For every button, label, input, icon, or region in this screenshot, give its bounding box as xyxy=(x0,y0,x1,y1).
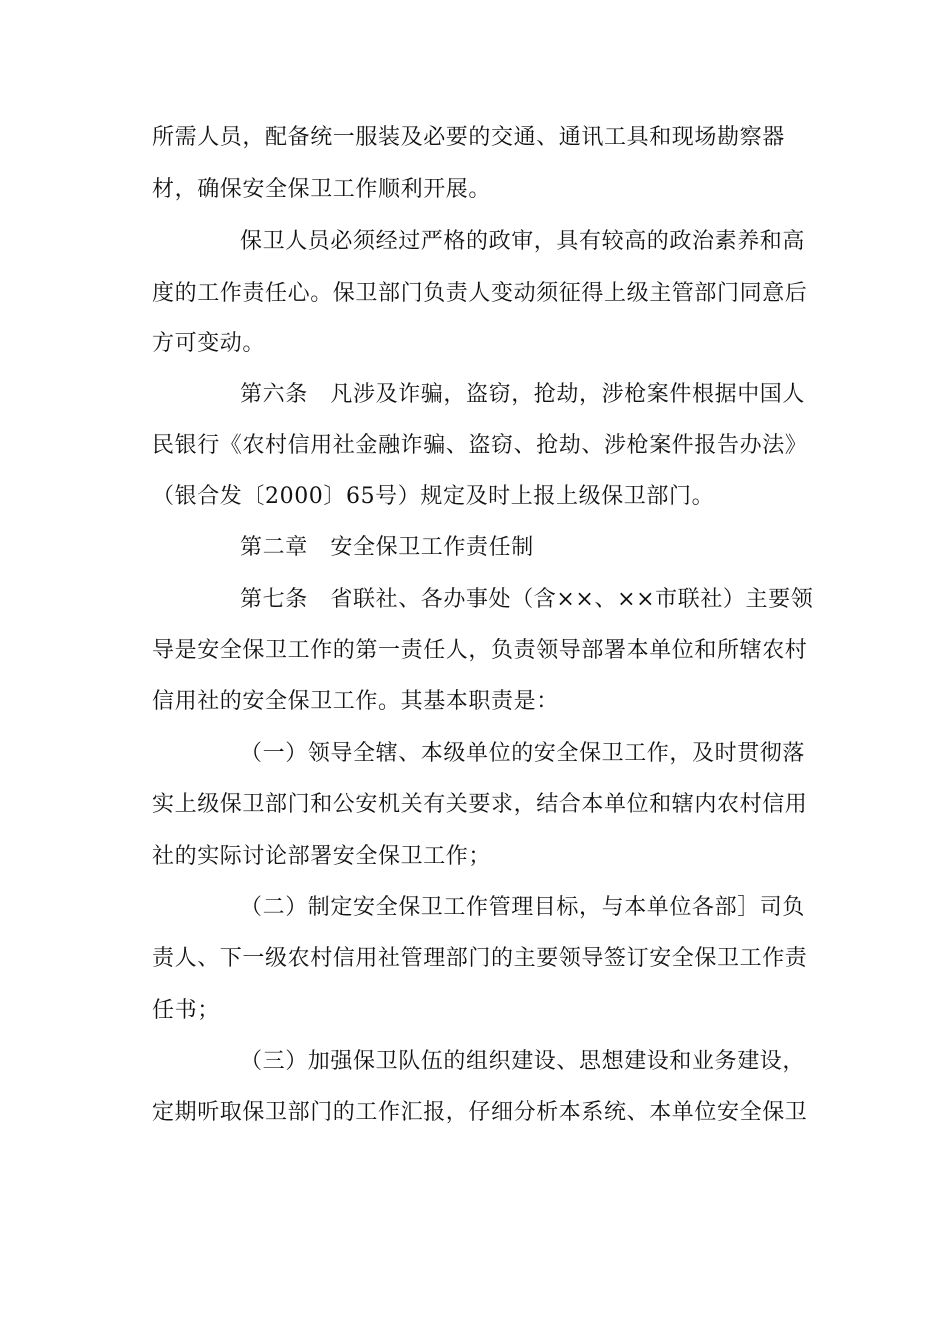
paragraph-line: 信用社的安全保卫工作。其基本职责是： xyxy=(152,689,559,714)
paragraph-line: 保卫人员必须经过严格的政审，具有较高的政治素养和高 xyxy=(240,229,806,254)
paragraph-line: 所需人员，配备统一服装及必要的交通、通讯工具和现场勘察器 xyxy=(152,125,785,150)
paragraph-line: 导是安全保卫工作的第一责任人，负责领导部署本单位和所辖农村 xyxy=(152,638,808,663)
paragraph-line: 民银行《农村信用社金融诈骗、盗窃、抢劫、涉枪案件报告办法》 xyxy=(152,433,808,458)
paragraph-line: 责人、下一级农村信用社管理部门的主要领导签订安全保卫工作责 xyxy=(152,946,808,971)
paragraph-line: 社的实际讨论部署安全保卫工作； xyxy=(152,844,492,869)
article-seven-heading: 第七条 省联社、各办事处（含××、××市联社）主要领 xyxy=(240,587,814,612)
list-item-one: （一）领导全辖、本级单位的安全保卫工作，及时贯彻落 xyxy=(240,741,806,766)
paragraph-line: 方可变动。 xyxy=(152,331,266,356)
paragraph-line: 度的工作责任心。保卫部门负责人变动须征得上级主管部门同意后 xyxy=(152,281,808,306)
paragraph-line: 定期听取保卫部门的工作汇报，仔细分析本系统、本单位安全保卫 xyxy=(152,1100,808,1125)
chapter-two-heading: 第二章 安全保卫工作责任制 xyxy=(240,535,534,560)
paragraph-line: （银合发〔2000〕65号）规定及时上报上级保卫部门。 xyxy=(152,484,715,509)
article-six-heading: 第六条 凡涉及诈骗，盗窃，抢劫，涉枪案件根据中国人 xyxy=(240,382,806,407)
paragraph-line: 任书； xyxy=(152,998,220,1023)
list-item-two: （二）制定安全保卫工作管理目标，与本单位各部］司负 xyxy=(240,895,806,920)
paragraph-line: 材，确保安全保卫工作顺利开展。 xyxy=(152,177,492,202)
paragraph-line: 实上级保卫部门和公安机关有关要求，结合本单位和辖内农村信用 xyxy=(152,792,808,817)
list-item-three: （三）加强保卫队伍的组织建设、思想建设和业务建设， xyxy=(240,1049,806,1074)
